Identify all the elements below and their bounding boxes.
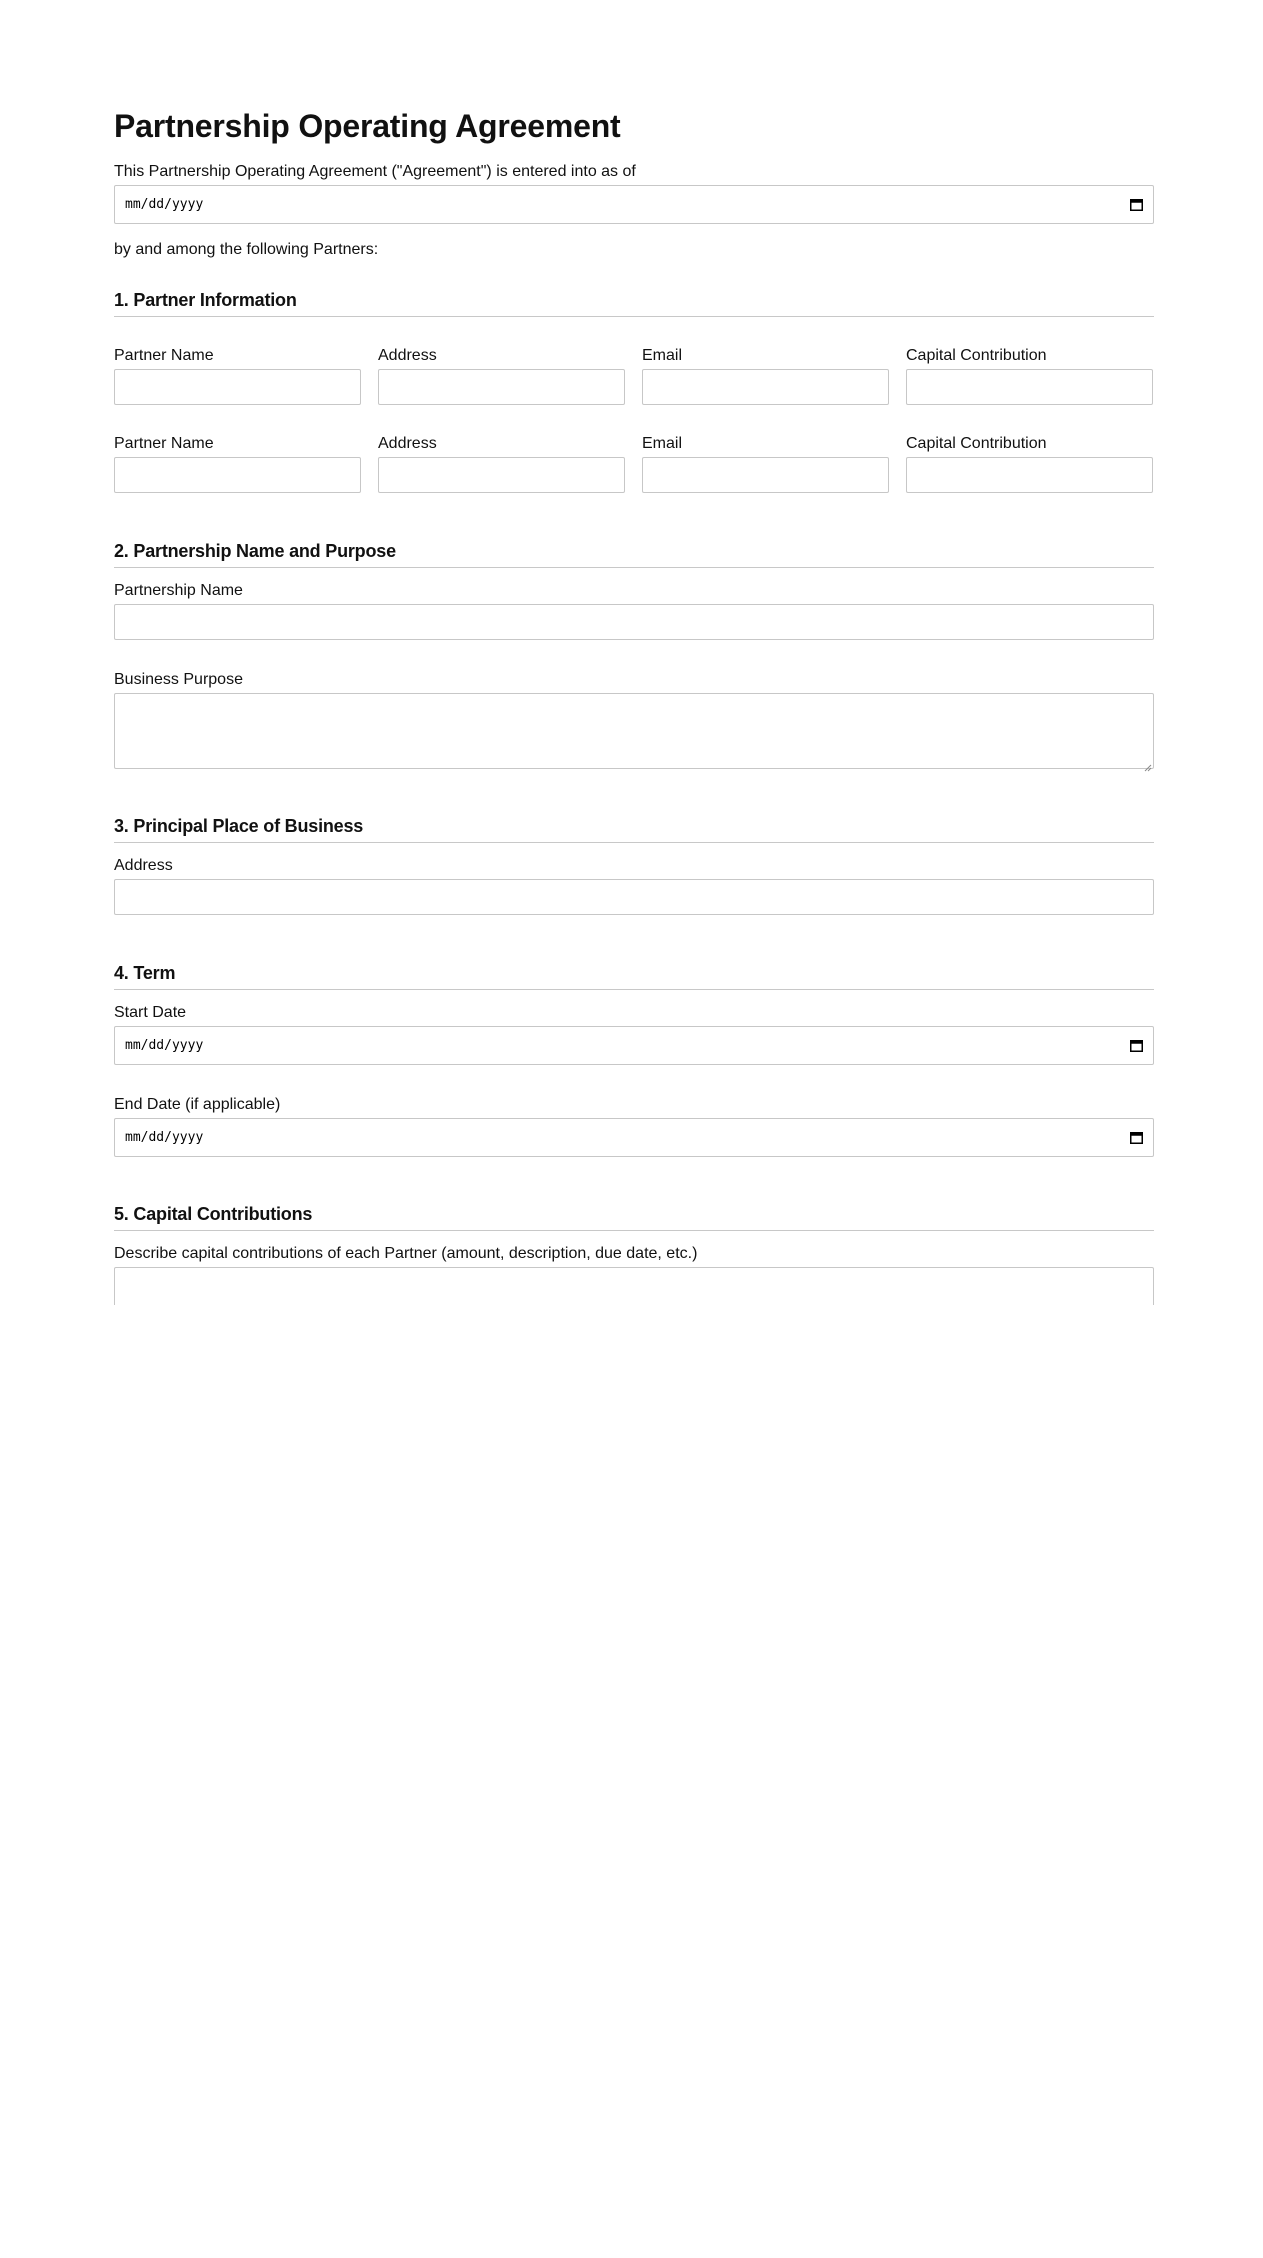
calendar-icon[interactable] [1130, 198, 1143, 211]
calendar-icon[interactable] [1130, 1039, 1143, 1052]
page-title: Partnership Operating Agreement [114, 108, 621, 144]
business-address-input[interactable] [114, 879, 1154, 915]
calendar-icon[interactable] [1130, 1131, 1143, 1144]
end-date-input[interactable] [114, 1118, 1154, 1157]
partner-email-group [642, 435, 889, 493]
partner-address-label: Address [378, 347, 437, 364]
section-heading-capital-contributions: 5. Capital Contributions [114, 1203, 1154, 1231]
capital-contributions-textarea[interactable] [114, 1267, 1154, 1305]
partner-address-input[interactable] [378, 369, 625, 405]
intro-text: This Partnership Operating Agreement ("Agreement") is entered into as of [114, 163, 636, 180]
partner-name-label: Partner Name [114, 435, 214, 452]
partner-address-group [378, 347, 625, 405]
agreement-form [114, 106, 1154, 1305]
end-date-label: End Date (if applicable) [114, 1096, 281, 1113]
partner-row [114, 347, 1154, 405]
partner-capital-label: Capital Contribution [906, 435, 1047, 452]
section-heading-principal-place: 3. Principal Place of Business [114, 815, 1154, 843]
partner-row [114, 435, 1154, 493]
start-date-group [114, 1004, 1154, 1065]
partnership-name-group [114, 582, 1154, 640]
start-date-input[interactable] [114, 1026, 1154, 1065]
partner-capital-group [906, 347, 1153, 405]
start-date-placeholder: mm/dd/yyyy [125, 1038, 204, 1053]
partnership-name-input[interactable] [114, 604, 1154, 640]
partner-name-input[interactable] [114, 457, 361, 493]
partner-capital-group [906, 435, 1153, 493]
partner-email-label: Email [642, 435, 683, 452]
section-heading-partner-information: 1. Partner Information [114, 289, 1154, 317]
agreement-date-input[interactable] [114, 185, 1154, 224]
business-purpose-textarea[interactable] [114, 693, 1154, 769]
partner-address-group [378, 435, 625, 493]
partner-address-input[interactable] [378, 457, 625, 493]
partnership-name-label: Partnership Name [114, 582, 243, 599]
partner-email-group [642, 347, 889, 405]
partner-capital-input[interactable] [906, 457, 1153, 493]
agreement-date-placeholder: mm/dd/yyyy [125, 197, 204, 212]
section-heading-term: 4. Term [114, 962, 1154, 990]
partners-intro-text: by and among the following Partners: [114, 241, 379, 258]
section-heading-name-purpose: 2. Partnership Name and Purpose [114, 540, 1154, 568]
end-date-placeholder: mm/dd/yyyy [125, 1130, 204, 1145]
partner-name-label: Partner Name [114, 347, 214, 364]
capital-contributions-group [114, 1245, 1154, 1305]
partner-capital-label: Capital Contribution [906, 347, 1047, 364]
partner-name-input[interactable] [114, 369, 361, 405]
partner-email-input[interactable] [642, 457, 889, 493]
business-address-group [114, 857, 1154, 915]
partner-name-group [114, 435, 361, 493]
business-address-label: Address [114, 857, 173, 874]
resize-grip-icon[interactable] [1144, 759, 1152, 767]
end-date-group [114, 1096, 1154, 1157]
start-date-label: Start Date [114, 1004, 187, 1021]
business-purpose-group [114, 671, 1154, 769]
capital-contributions-label: Describe capital contributions of each Partner (amount, description, due date, etc.) [114, 1245, 698, 1262]
partner-capital-input[interactable] [906, 369, 1153, 405]
partner-email-input[interactable] [642, 369, 889, 405]
partner-email-label: Email [642, 347, 683, 364]
partner-address-label: Address [378, 435, 437, 452]
business-purpose-label: Business Purpose [114, 671, 243, 688]
partner-name-group [114, 347, 361, 405]
